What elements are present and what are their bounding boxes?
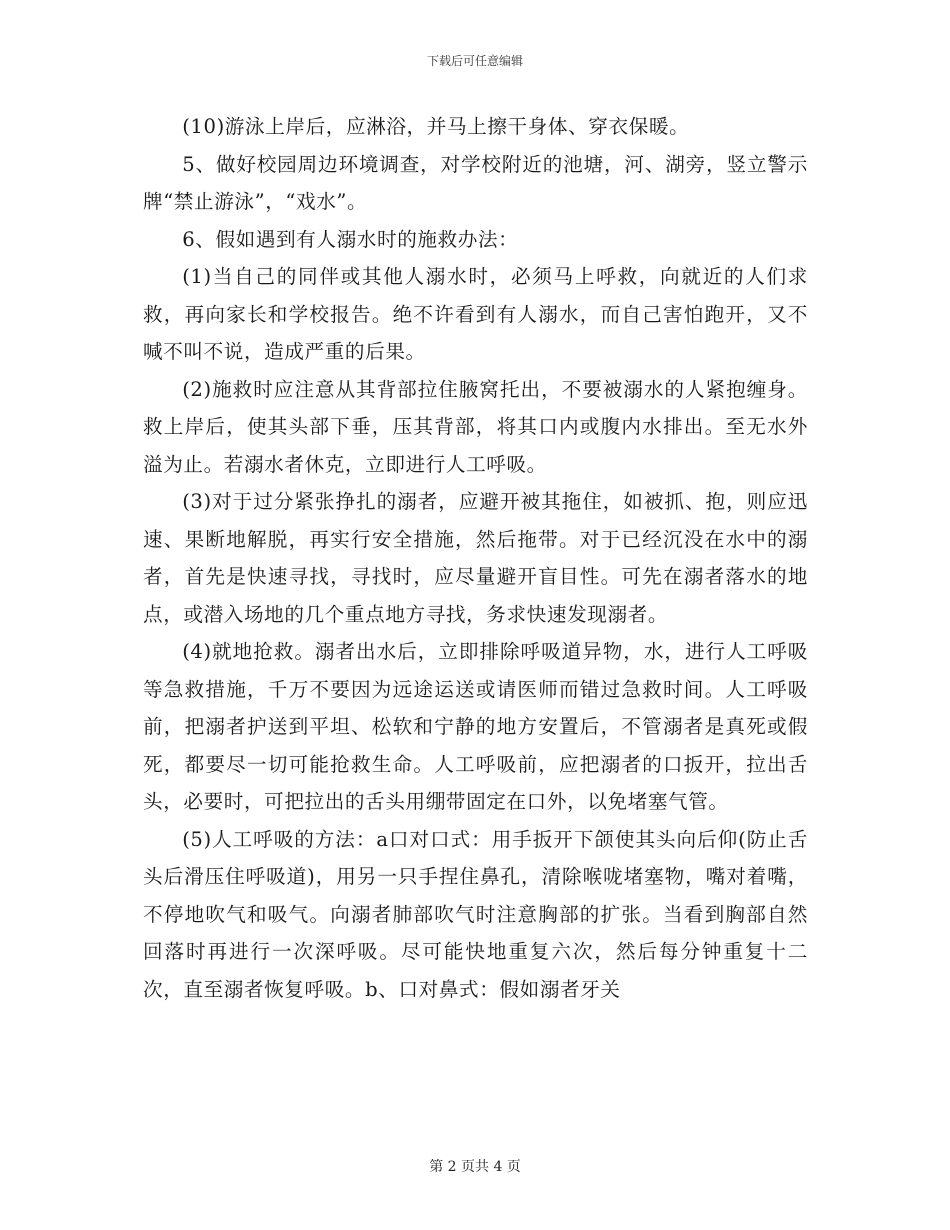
document-body (143, 108, 808, 1008)
paragraph-item-1: (1)当自己的同伴或其他人溺水时，必须马上呼救，向就近的人们求救，再向家长和学校报告。绝不许看到有人溺水，而自己害怕跑开，又不喊不叫不说，造成严重的后果。 (143, 265, 808, 363)
paragraph-item-5: (5)人工呼吸的方法：a口对口式：用手扳开下颌使其头向后仰(防止舌头后滑压住呼吸道)，用另一只手捏住鼻孔，清除喉咙堵塞物，嘴对着嘴，不停地吹气和吸气。向溺者肺部吹气时注意胸部的扩张。当看到胸部自然回落时再进行一次深呼吸。尽可能快地重复六次，然后每分钟重复十二次，直至溺者恢复呼吸。b、口对鼻式：假如溺者牙关 (143, 827, 808, 1001)
page-header: 下载后可任意编辑 (426, 54, 523, 68)
paragraph-section-5: 5、做好校园周边环境调查，对学校附近的池塘，河、湖旁，竖立警示牌“禁止游泳”，“戏水”。 (143, 152, 808, 213)
paragraph-item-4: (4)就地抢救。溺者出水后，立即排除呼吸道异物，水，进行人工呼吸等急救措施，千万不要因为远途运送或请医师而错过急救时间。人工呼吸前，把溺者护送到平坦、松软和宁静的地方安置后，不管溺者是真死或假死，都要尽一切可能抢救生命。人工呼吸前，应把溺者的口扳开，拉出舌头，必要时，可把拉出的舌头用绷带固定在口外，以免堵塞气管。 (143, 640, 808, 813)
paragraph-item-2: (2)施救时应注意从其背部拉住腋窝托出，不要被溺水的人紧抱缠身。救上岸后，使其头部下垂，压其背部，将其口内或腹内水排出。至无水外溢为止。若溺水者休克，立即进行人工呼吸。 (143, 377, 808, 476)
paragraph-section-6: 6、假如遇到有人溺水时的施救办法： (182, 227, 519, 251)
paragraph-item-3: (3)对于过分紧张挣扎的溺者，应避开被其拖住，如被抓、抱，则应迅速、果断地解脱，再实行安全措施，然后拖带。对于已经沉没在水中的溺者，首先是快速寻找，寻找时，应尽量避开盲目性。可先在溺者落水的地点，或潜入场地的几个重点地方寻找，务求快速发现溺者。 (143, 490, 808, 626)
paragraph-item-10: (10)游泳上岸后，应淋浴，并马上擦干身体、穿衣保暖。 (182, 115, 690, 138)
page-number-footer: 第 2 页共 4 页 (429, 1159, 521, 1175)
